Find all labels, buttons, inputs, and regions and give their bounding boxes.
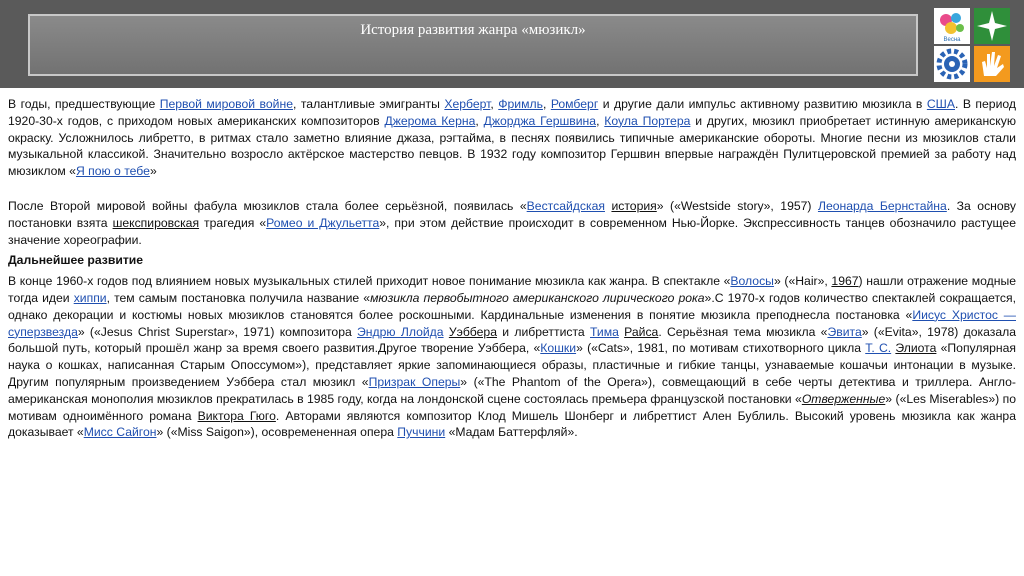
link-andrew-lloyd[interactable]: Эндрю Ллойда xyxy=(357,324,444,339)
link-romberg[interactable]: Ромберг xyxy=(550,97,599,111)
slide-content xyxy=(8,96,1016,441)
link-of-thee-i-sing[interactable]: Я пою о тебе xyxy=(75,164,150,179)
vesna-logo-text: Весна xyxy=(943,37,961,43)
compass-star-icon xyxy=(974,8,1010,44)
underlined-victor-hugo: Виктора Гюго xyxy=(197,408,276,423)
link-hippie[interactable]: хиппи xyxy=(73,290,107,305)
link-friml[interactable]: Фримль xyxy=(498,97,543,111)
underlined-eliot: Элиота xyxy=(895,341,937,356)
slide-header xyxy=(0,0,1024,88)
link-puccini[interactable]: Пуччини xyxy=(397,425,446,440)
paragraph-2: После Второй мировой войны фабула мюзиклов стала более серьёзной, появилась «Вестсайдская история» («Westside story», 1957) Леонарда Бернстайна. За основу постановки взята шекспировская трагедия «Ромео и Джульетта», при этом действие происходит в современном Нью-Йорке. Экспрессивность танцев обозначило растущее значение хореографии. xyxy=(8,198,1016,247)
link-usa[interactable]: США xyxy=(926,97,955,111)
link-westside[interactable]: Вестсайдская xyxy=(526,198,605,213)
underlined-shakespearean: шекспировская xyxy=(112,215,200,230)
link-miss-saigon[interactable]: Мисс Сайгон xyxy=(83,425,157,440)
paragraph-1: В годы, предшествующие Первой мировой войне, талантливые эмигранты Херберт, Фримль, Ромберг и другие дали импульс активному развитию мюзикла в США. В период 1920-30-х годов, с приходом новых американских композиторов Джерома Керна, Джорджа Гершвина, Коула Портера и других, мюзикл приобретает истинную американскую окраску. Усложнилось либретто, в ритмах стало заметно влияние джаза, рэгтайма, в песнях появились типичные американские обороты. Многие песни из мюзиклов стали музыкальной классикой. Значительно возросло актёрское мастерство певцов. В 1932 году композитор Гершвин впервые награждён Пулитцеровской премией за работу над мюзиклом «Я пою о тебе» xyxy=(8,97,1017,179)
link-romeo-juliet[interactable]: Ромео и Джульетта xyxy=(266,215,380,230)
hand-icon xyxy=(974,46,1010,82)
link-evita[interactable]: Эвита xyxy=(827,324,862,339)
gear-icon xyxy=(934,46,970,82)
italic-rock-title: мюзикла первобытного американского лирического рока xyxy=(370,290,705,305)
link-ts[interactable]: Т. С. xyxy=(865,341,892,356)
vesna-logo xyxy=(934,8,970,44)
link-tim[interactable]: Тима xyxy=(589,324,619,339)
link-ww1[interactable]: Первой мировой войне xyxy=(159,97,293,111)
link-hair[interactable]: Волосы xyxy=(730,274,774,289)
link-gershwin[interactable]: Джорджа Гершвина xyxy=(483,113,597,128)
underlined-story: история xyxy=(611,198,657,213)
link-porter[interactable]: Коула Портера xyxy=(604,113,691,128)
title-box xyxy=(28,14,918,76)
slide-title: История развития жанра «мюзикл» xyxy=(360,22,586,38)
underlined-rice: Райса xyxy=(624,324,659,339)
underlined-1967: 1967 xyxy=(831,274,859,289)
link-cats[interactable]: Кошки xyxy=(540,341,577,356)
link-herbert[interactable]: Херберт xyxy=(444,97,491,111)
link-jesus-christ-superstar[interactable]: Иисус Христос — суперзвезда xyxy=(8,307,1016,339)
underlined-webber: Уэббера xyxy=(448,324,497,339)
link-phantom[interactable]: Призрак Оперы xyxy=(368,374,461,389)
link-kern[interactable]: Джерома Керна xyxy=(384,113,476,128)
paragraph-3: В конце 1960-х годов под влиянием новых музыкальных стилей приходит новое понимание мюзикла как жанра. В спектакле «Волосы» («Hair», 1967) нашли отражение модные тогда идеи хиппи, тем самым постановка получила название «мюзикла первобытного американского лирического рока».С 1970-х годов количество спектаклей сокращается, однако декорации и костюмы новых мюзиклов становятся более роскошными. Кардинальные изменения в понятие мюзикла преподнесла постановка «Иисус Христос — суперзвезда» («Jesus Christ Superstar», 1971) композитора Эндрю Ллойда Уэббера и либреттиста Тима Райса. Серьёзная тема мюзикла «Эвита» («Evita», 1978) доказала большой путь, который прошёл жанр за время своего развития.Другое творение Уэббера, «Кошки» («Cats», 1981, по мотивам стихотворного цикла Т. С. Элиота «Популярная наука о кошках, написанная Старым Опоссумом»), представляет яркие запоминающиеся образы, пластичные и гибкие танцы, узнаваемые кошачьи интонации в музыке. Другим популярным произведением Уэббера стал мюзикл «Призрак Оперы» («The Phantom of the Opera»), совмещающий в себе черты детектива и триллера. Англо-американская монополия мюзиклов прекратилась в 1985 году, когда на лондонской сцене состоялась премьера французской постановки «Отверженные» («Les Miserables») по мотивам одноимённого романа Виктора Гюго. Авторами являются композитор Клод Мишель Шонберг и либреттист Ален Бублиль. Высокий уровень мюзикла как жанра доказывает «Мисс Сайгон» («Miss Saigon»), осовремененная опера Пуччини «Мадам Баттерфляй». xyxy=(8,274,1016,440)
underlined-les-mis: Отверженные xyxy=(801,391,886,406)
link-bernstein[interactable]: Леонарда Бернстайна xyxy=(817,198,947,213)
section-heading: Дальнейшее развитие xyxy=(8,253,144,268)
